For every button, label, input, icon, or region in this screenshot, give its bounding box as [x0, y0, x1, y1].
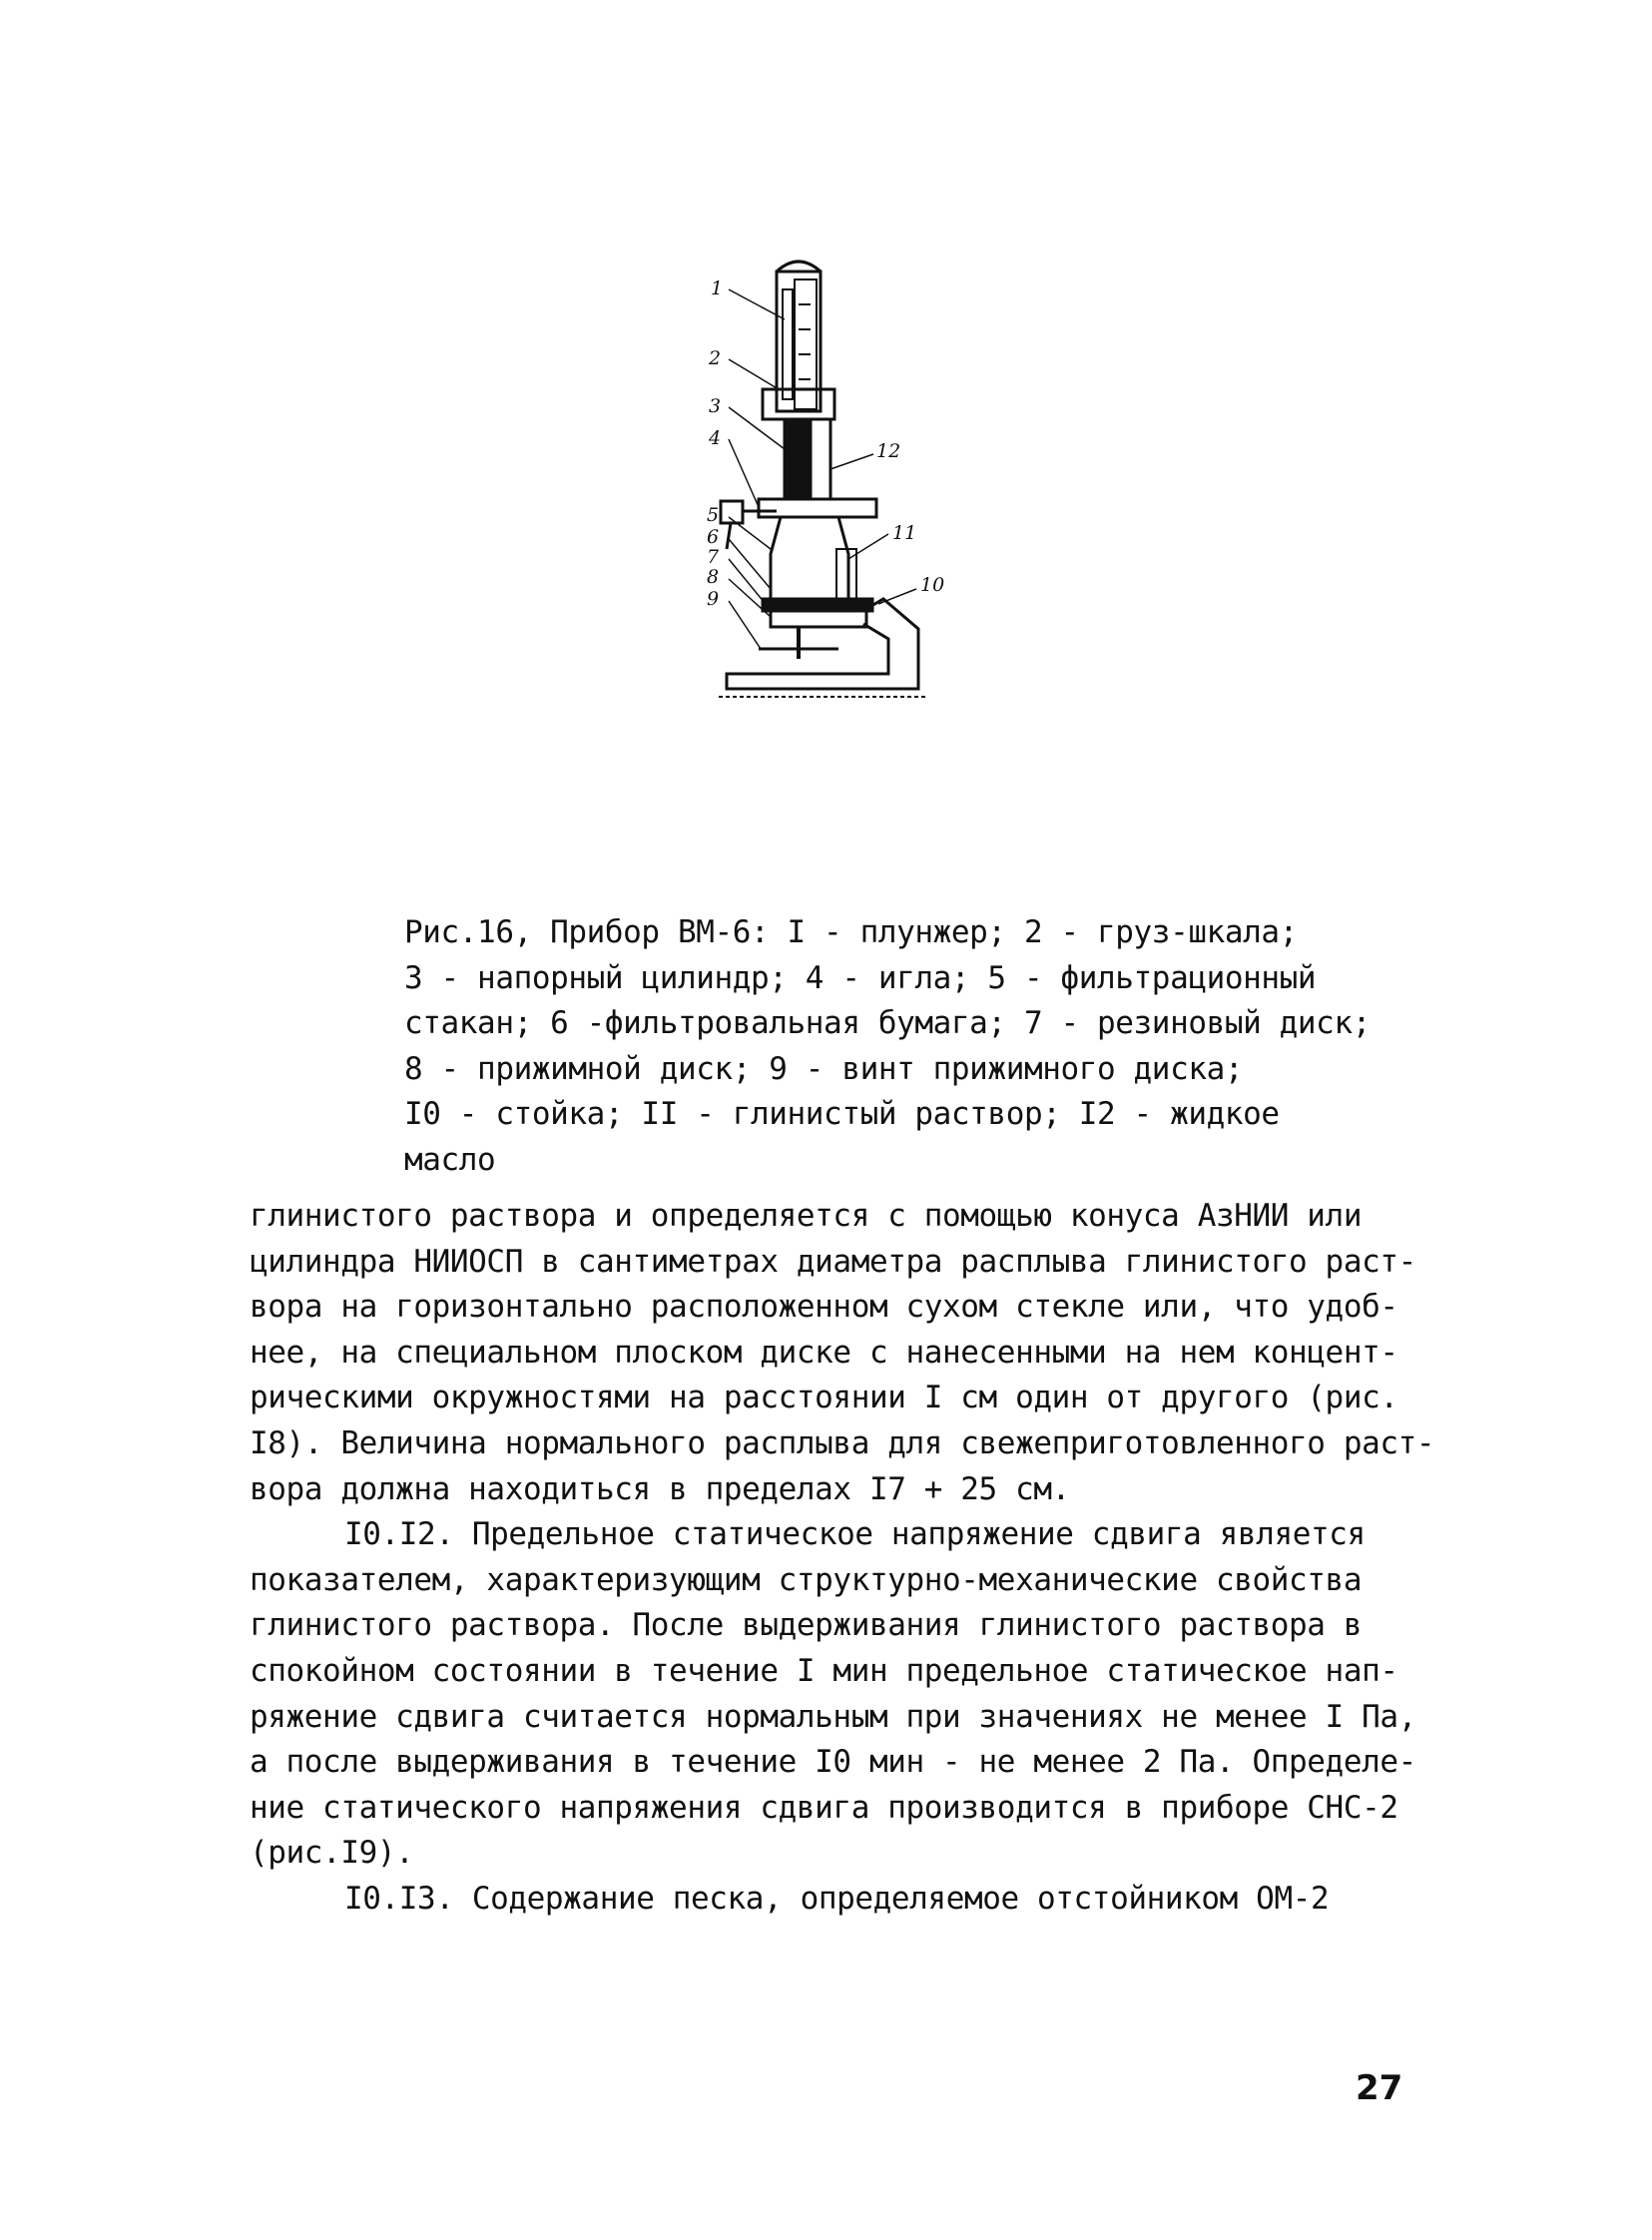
label-7: 7 [707, 546, 720, 568]
body-line: (рис.I9). [250, 1835, 414, 1872]
caption-line: 8 - прижимной диск; 9 - винт прижимного диска; [404, 1050, 1244, 1087]
label-3: 3 [709, 395, 722, 417]
body-line: ряжение сдвига считается нормальным при значениях не менее I Па, [250, 1698, 1416, 1735]
body-line: вора на горизонтально расположенном сухом стекле или, что удоб- [250, 1289, 1398, 1326]
label-10: 10 [920, 574, 945, 596]
caption-line: I0 - стойка; II - глинистый раствор; I2 - жидкое [404, 1096, 1280, 1132]
page-number: 27 [1356, 2068, 1403, 2108]
label-9: 9 [707, 588, 720, 610]
caption-line: 3 - напорный цилиндр; 4 - игла; 5 - фильтрационный [404, 959, 1317, 996]
press-disc [771, 611, 866, 627]
pressure-cylinder [785, 419, 809, 499]
body-line: вора должна находиться в пределах I7 + 25 см. [250, 1470, 1070, 1507]
body-line: ние статического напряжения сдвига производится в приборе СНС-2 [250, 1789, 1398, 1826]
label-5: 5 [707, 504, 720, 526]
body-line: показателем, характеризующим структурно-механические свойства [250, 1561, 1363, 1598]
caption-line: стакан; 6 -фильтровальная бумага; 7 - резиновый диск; [404, 1005, 1371, 1041]
body-line: рическими окружностями на расстоянии I см один от другого (рис. [250, 1380, 1398, 1416]
caption-line: масло [404, 1141, 496, 1178]
label-8: 8 [707, 566, 720, 588]
body-line: глинистого раствора. После выдерживания глинистого раствора в [250, 1607, 1363, 1644]
body-text [250, 1194, 1435, 1923]
shaft-right [811, 419, 830, 499]
caption-line: Рис.16, Прибор ВМ-6: I - плунжер; 2 - груз-шкала; [404, 914, 1298, 950]
body-line: I8). Величина нормального расплыва для свежеприготовленного раст- [250, 1424, 1435, 1461]
body-line: глинистого раствора и определяется с помощью конуса АзНИИ или [250, 1198, 1363, 1234]
label-11: 11 [892, 522, 917, 544]
body-line: нее, на специальном плоском диске с нанесенными на нем концент- [250, 1334, 1398, 1371]
label-4: 4 [709, 427, 722, 449]
label-6: 6 [707, 526, 720, 548]
body-line: а после выдерживания в течение I0 мин - не менее 2 Па. Определе- [250, 1744, 1416, 1781]
body-line: цилиндра НИИОСП в сантиметрах диаметра расплыва глинистого раст- [250, 1243, 1416, 1280]
rubber-disc [763, 599, 872, 611]
label-12: 12 [876, 440, 901, 462]
vm6-device-drawing [699, 250, 998, 858]
section-10-13-heading-line: I0.I3. Содержание песка, определяемое отстойником ОМ-2 [344, 1880, 1330, 1917]
figure-vm6-device [699, 250, 998, 858]
label-2: 2 [709, 347, 722, 369]
section-10-12-heading-line: I0.I2. Предельное статическое напряжение сдвига является [344, 1516, 1366, 1553]
plunger [783, 289, 793, 399]
label-1: 1 [711, 278, 724, 299]
figure-caption [404, 910, 1402, 1183]
upper-flange [759, 499, 876, 517]
weight-collar [763, 389, 834, 419]
body-line: спокойном состоянии в течение I мин предельное статическое нап- [250, 1652, 1398, 1689]
